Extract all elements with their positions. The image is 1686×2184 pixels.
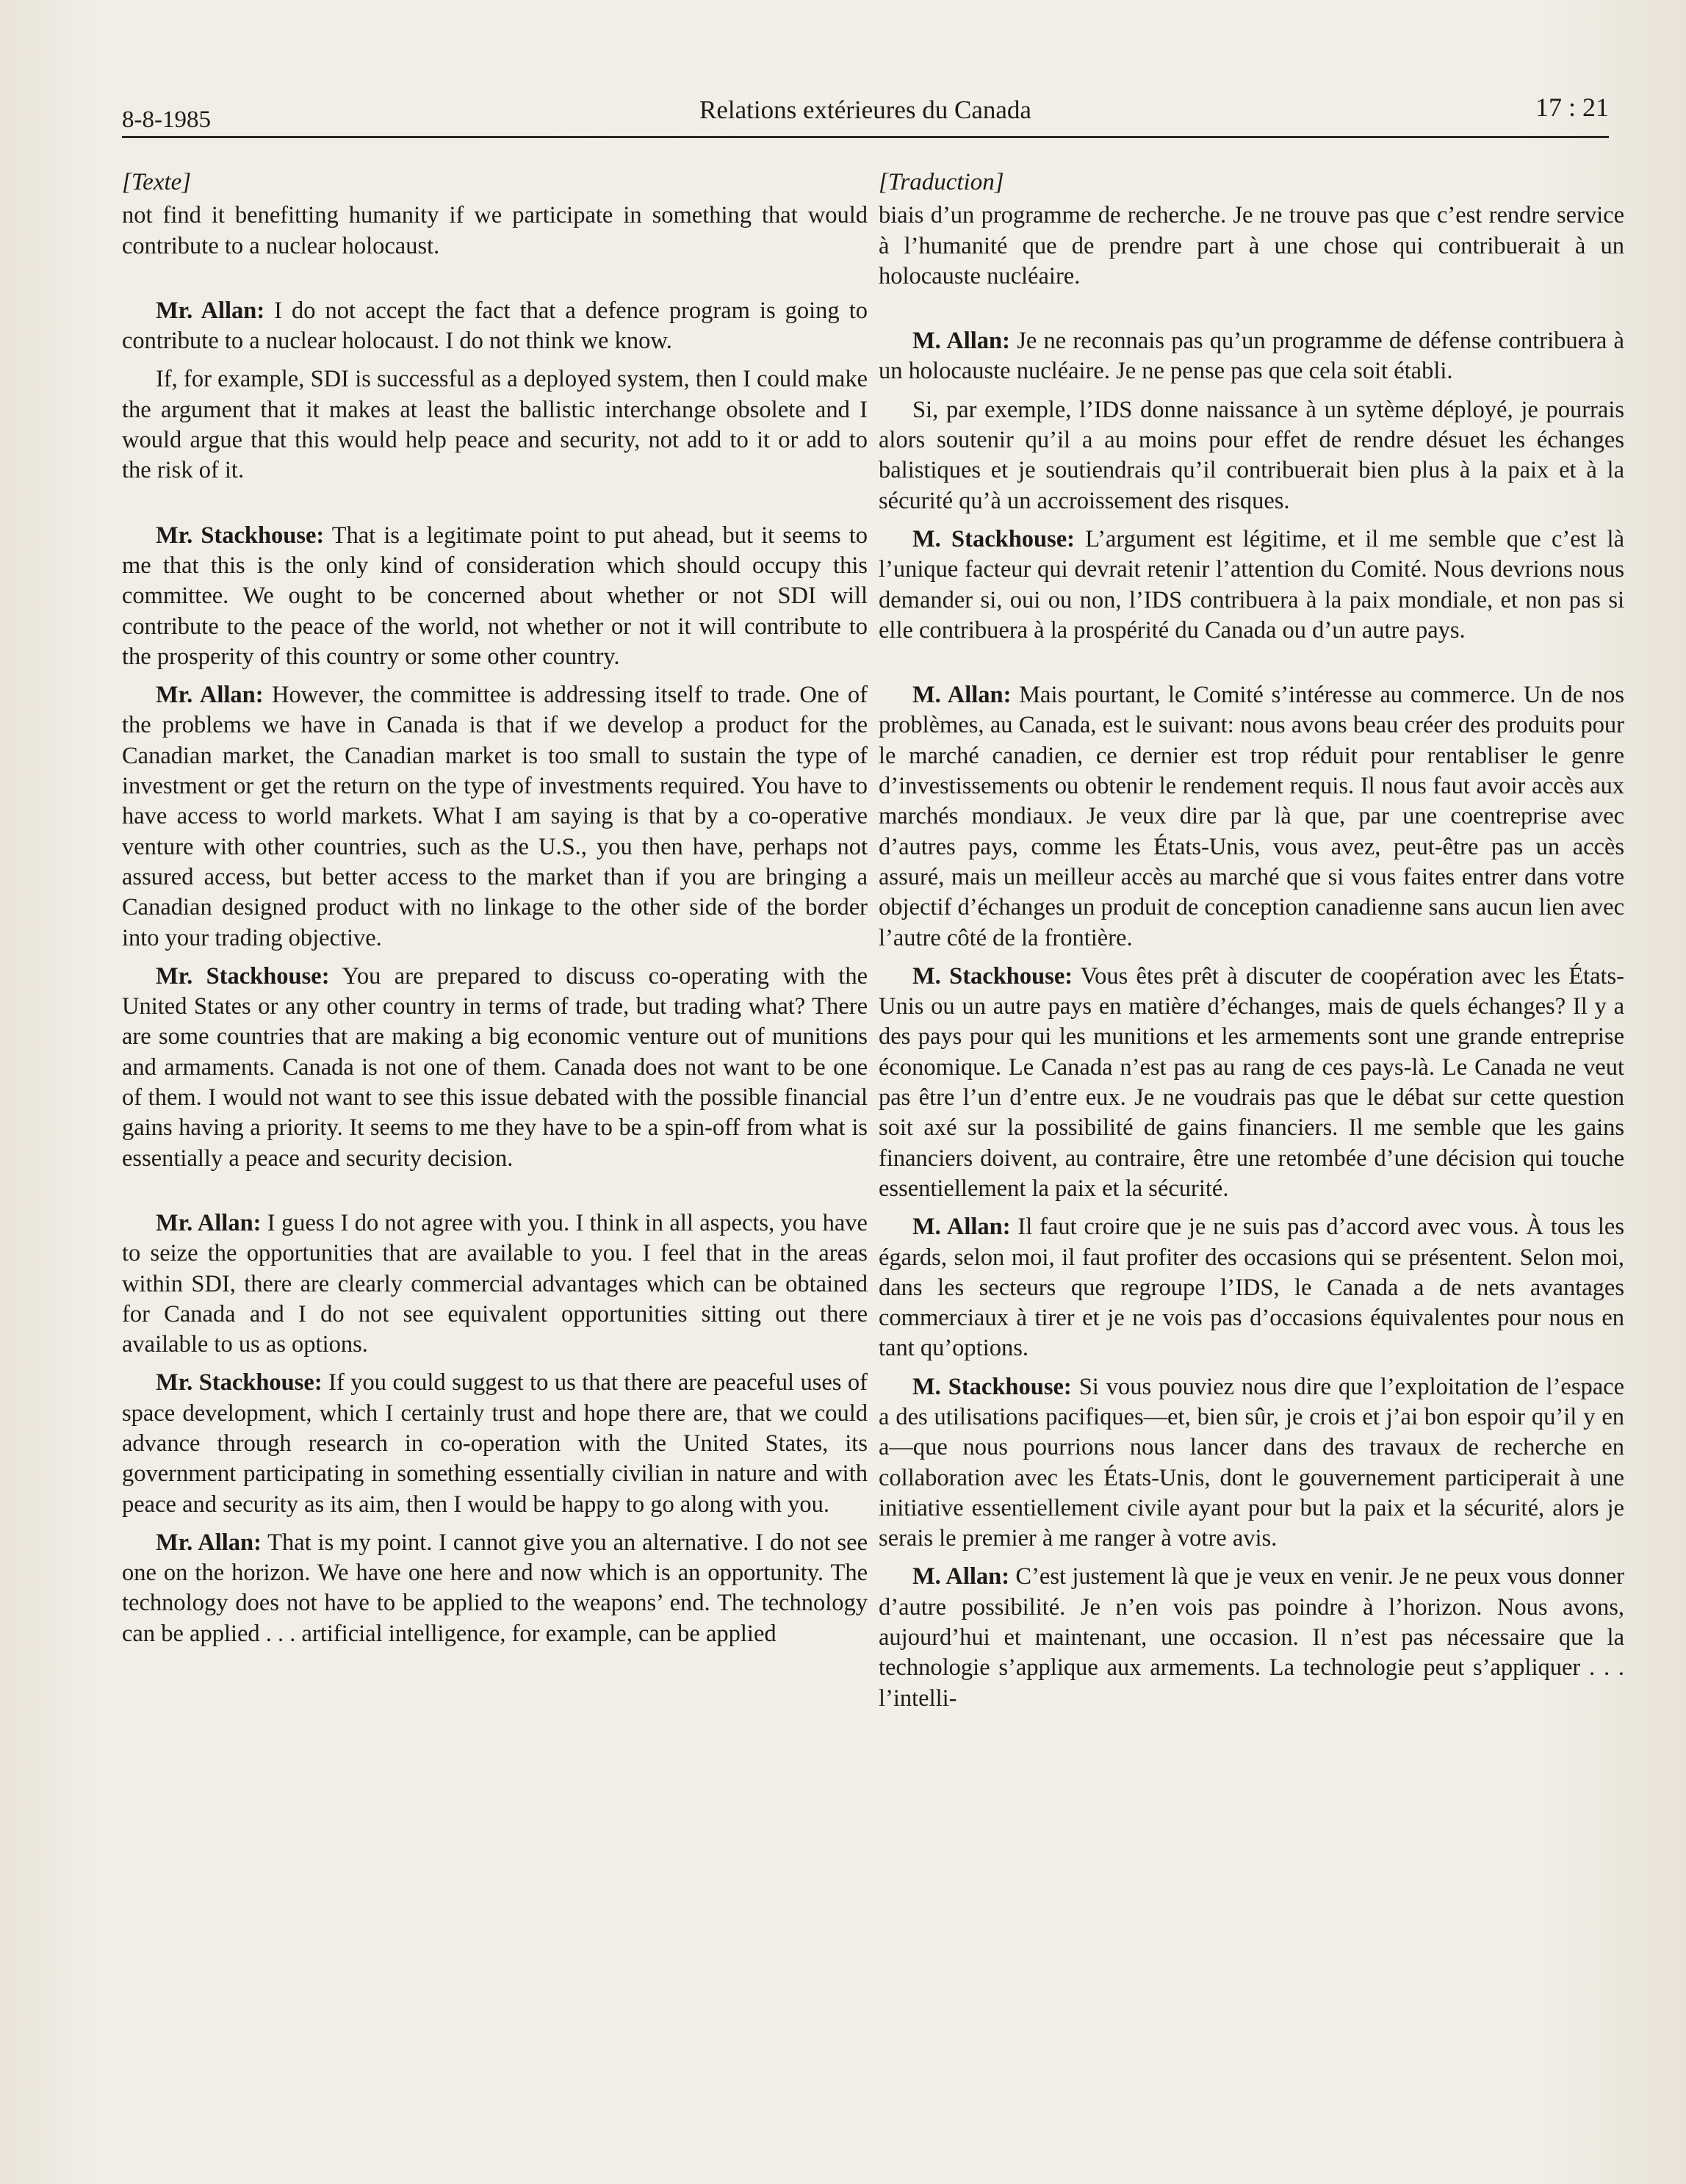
paragraph bbox=[879, 201, 1624, 292]
paragraph-text: However, the committee is addressing itself to trade. One of the problems we have in Canada is that if we develop a product for the Canadian market, the Canadian market is too small to sustain the type of investment or get the return on the type of investments required. You have to have access to world markets. What I am saying is that by a co-operative venture with other countries, such as the U.S., you then have, perhaps not assured access, but better access to the market than if you are bringing a Canadian designed product with no linkage to the other side of the border into your trading objective. bbox=[122, 682, 868, 951]
page-header bbox=[122, 92, 1609, 138]
paragraph bbox=[122, 962, 868, 1174]
speaker-name: Mr. Allan: bbox=[156, 1529, 262, 1556]
english-column bbox=[122, 167, 868, 2033]
paragraph-text: biais d’un programme de recherche. Je ne trouve pas que c’est rendre service à l’humanité que de prendre part à une chose qui contribuerait à un holocauste nucléaire. bbox=[879, 202, 1624, 289]
speaker-name: M. Allan: bbox=[912, 1214, 1011, 1241]
paragraph-text: Vous êtes prêt à discuter de coopération avec les États-Unis ou un autre pays en matière d’échanges, mais de quels échanges? Il y a des pays pour qui les munitions et les armements sont une grande entreprise économique. Le Canada n’est pas au rang de ces pays-là. Le Canada ne veut pas être l’un d’entre eux. Je ne voudrais pas que le débat sur cette question soit axé sur la possibilité de gains financiers. Il me semble que les gains financiers doivent, au contraire, être une retombée d’une décision qui touche essentiellement la paix et la sécurité. bbox=[879, 962, 1624, 1202]
paragraph bbox=[879, 1372, 1624, 1554]
speaker-name: M. Stackhouse: bbox=[912, 1373, 1072, 1400]
paragraph bbox=[879, 962, 1624, 1204]
paragraph bbox=[879, 680, 1624, 954]
paragraph bbox=[122, 680, 868, 954]
speaker-name: Mr. Stackhouse: bbox=[156, 962, 330, 990]
paragraph-text: Il faut croire que je ne suis pas d’accord avec vous. À tous les égards, selon moi, il faut profiter des occasions qui se présentent. Selon moi, dans les secteurs que regroupe l’IDS, le Canada a de nets avantages commerciaux à tirer et je ne vois pas d’occasions équivalentes pour nous en tant qu’options. bbox=[879, 1214, 1624, 1362]
header-date: 8-8-1985 bbox=[122, 107, 211, 133]
paragraph bbox=[122, 296, 868, 357]
paragraph bbox=[879, 1562, 1624, 1713]
speaker-name: M. Allan: bbox=[912, 682, 1012, 709]
paragraph-text: not find it benefitting humanity if we participate in something that would contribute to a nuclear holocaust. bbox=[122, 202, 868, 259]
header-title: Relations extérieures du Canada bbox=[699, 95, 1031, 124]
paragraph bbox=[122, 521, 868, 672]
speaker-name: M. Stackhouse: bbox=[912, 962, 1073, 990]
paragraph-text: I do not accept the fact that a defence program is going to contribute to a nuclear holocaust. I do not think we know. bbox=[122, 297, 868, 355]
speaker-name: M. Allan: bbox=[912, 328, 1010, 355]
speaker-name: Mr. Stackhouse: bbox=[156, 522, 325, 549]
paragraph bbox=[122, 364, 868, 486]
paragraph-text: Si vous pouviez nous dire que l’exploitation de l’espace a des utilisations pacifiques—et, bien sûr, je crois et j’ai bon espoir qu’il y en a—que nous pourrions nous lancer dans des travaux de recherche en collaboration avec les États-Unis, dont le gouvernement participerait à une initiative essentiellement civile ayant pour but la paix et la sécurité, alors je serais le premier à me ranger à votre avis. bbox=[879, 1373, 1624, 1552]
english-language-label: [Texte] bbox=[122, 169, 192, 195]
paragraph bbox=[122, 201, 868, 262]
paragraph-text: That is my point. I cannot give you an alternative. I do not see one on the horizon. We have one here and now which is an opportunity. The technology does not have to be applied to the weapons’ end. The technology can be applied . . . artificial intelligence, for example, can be applied bbox=[122, 1529, 868, 1647]
paragraph bbox=[879, 326, 1624, 387]
speaker-name: M. Allan: bbox=[912, 1563, 1010, 1590]
paragraph bbox=[879, 525, 1624, 646]
speaker-name: Mr. Allan: bbox=[156, 682, 264, 709]
paragraph-text: C’est justement là que je veux en venir. Je ne peux vous donner d’autre possibilité. Je n’en vois pas poindre à l’horizon. Nous avons, aujourd’hui et maintenant, une occasion. Il n’est pas nécessaire que la technologie s’applique aux armements. La technologie peut s’appliquer . . . l’intelli- bbox=[879, 1563, 1624, 1712]
speaker-name: Mr. Stackhouse: bbox=[156, 1369, 323, 1396]
paragraph-text: If, for example, SDI is successful as a deployed system, then I could make the argument that it makes at least the ballistic interchange obsolete and I would argue that this would help peace and security, not add to it or add to the risk of it. bbox=[122, 366, 868, 484]
speaker-name: M. Stackhouse: bbox=[912, 525, 1075, 552]
paragraph bbox=[122, 1208, 868, 1360]
french-column bbox=[879, 167, 1624, 2033]
paragraph-text: That is a legitimate point to put ahead, but it seems to me that this is the only kind of consideration which should occupy this committee. We ought to be concerned about whether or not SDI will contribute to the peace of the world, not whether or not it will contribute to the prosperity of this country or some other country. bbox=[122, 522, 868, 670]
speaker-name: Mr. Allan: bbox=[156, 1209, 262, 1236]
paragraph bbox=[879, 1212, 1624, 1363]
paragraph bbox=[122, 1528, 868, 1649]
paragraph bbox=[122, 1368, 868, 1519]
paragraph-text: I guess I do not agree with you. I think in all aspects, you have to seize the opportunities that are available to you. I feel that in the areas within SDI, there are clearly commercial advantages which can be obtained for Canada and I do not see equivalent opportunities sitting out there available to us as options. bbox=[122, 1209, 868, 1358]
paragraph-text: Mais pourtant, le Comité s’intéresse au commerce. Un de nos problèmes, au Canada, est le suivant: nous avons beau créer des produits pour le marché canadien, ce dernier est trop réduit pour rentabliser le genre d’investissements ou obtenir le rendement requis. Il nous faut avoir accès aux marchés mondiaux. Je veux dire par là que, par une coentreprise avec d’autres pays, comme les États-Unis, vous avez, peut-être pas un accès assuré, mais un meilleur accès au marché que si vous faites entrer dans votre objectif d’échanges un produit de conception canadienne sans aucun lien avec l’autre côté de la frontière. bbox=[879, 682, 1624, 951]
paragraph-text: Si, par exemple, l’IDS donne naissance à un sytème déployé, je pourrais alors soutenir qu’il a au moins pour effet de rendre désuet les échanges balistiques et je soutiendrais qu’il contribuerait bien plus à la paix et à la sécurité qu’à un accroissement des risques. bbox=[879, 396, 1624, 514]
paragraph-text: L’argument est légitime, et il me semble que c’est là l’unique facteur qui devrait retenir l’attention du Comité. Nous devrions nous demander si, oui ou non, l’IDS contribuera à la paix mondiale, et non pas si elle contribuera à la prospérité du Canada ou d’un autre pays. bbox=[879, 525, 1624, 644]
paragraph-text: You are prepared to discuss co-operating with the United States or any other country in terms of trade, but trading what? There are some countries that are making a big economic venture out of munitions and armaments. Canada is not one of them. Canada does not want to be one of them. I would not want to see this issue debated with the possible financial gains having a priority. It seems to me they have to be a spin-off from what is essentially a peace and security decision. bbox=[122, 962, 868, 1172]
french-language-label: [Traduction] bbox=[879, 169, 1004, 195]
paragraph-text: Je ne reconnais pas qu’un programme de défense contribuera à un holocauste nucléaire. Je ne pense pas que cela soit établi. bbox=[879, 328, 1624, 385]
paragraph-text: If you could suggest to us that there are peaceful uses of space development, which I certainly trust and hope there are, that we could advance through research in co-operation with the United States, its government participating in something essentially civilian in nature and with peace and security as its aim, then I would be happy to go along with you. bbox=[122, 1369, 868, 1518]
paragraph bbox=[879, 395, 1624, 516]
header-page-number: 17 : 21 bbox=[1535, 93, 1609, 122]
speaker-name: Mr. Allan: bbox=[156, 297, 265, 324]
